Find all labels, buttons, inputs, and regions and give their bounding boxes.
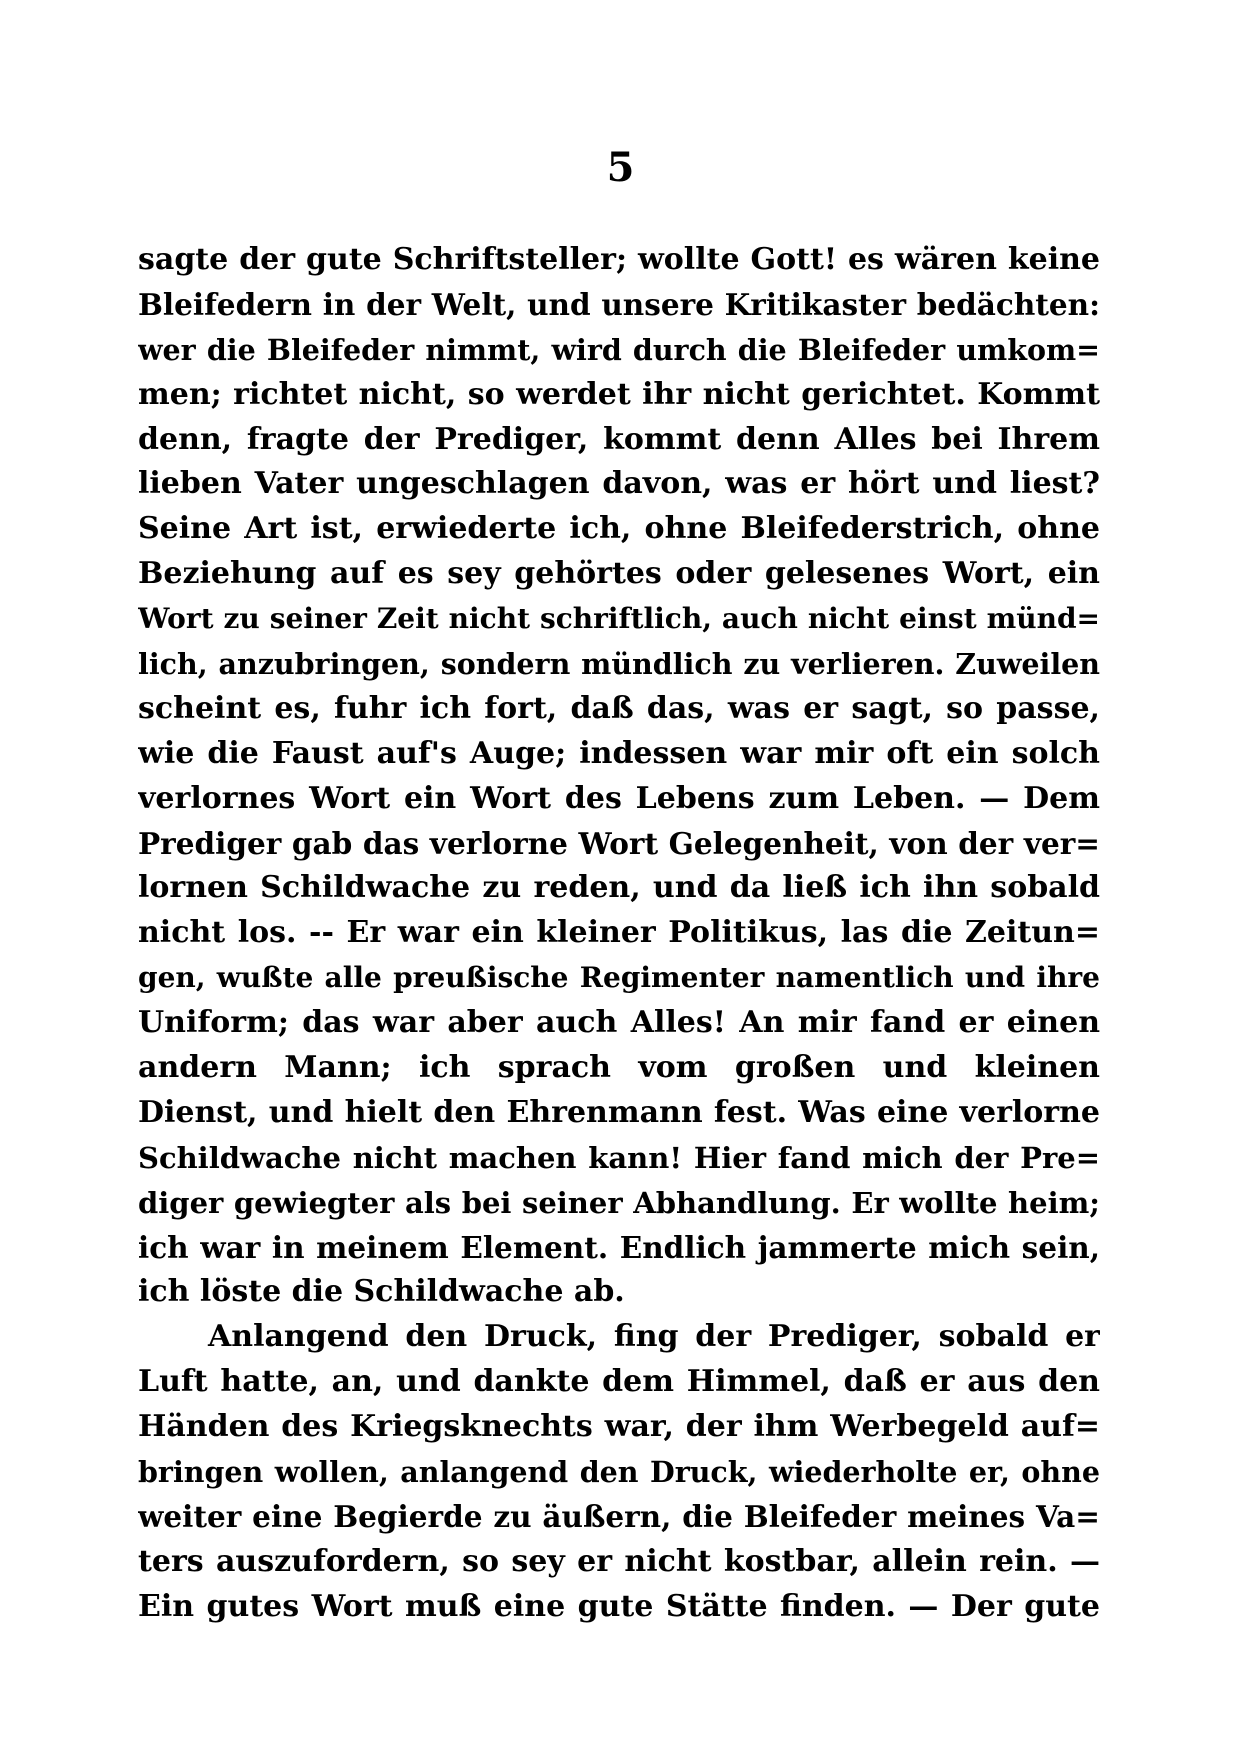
text-line: Bleifedern in der Welt, und unsere Kritikaster bedächten: xyxy=(138,286,1100,322)
text-line: denn, fragte der Prediger, kommt denn Alles bei Ihrem xyxy=(138,421,1100,457)
text-line: wer die Bleifeder nimmt, wird durch die Bleifeder umkom= xyxy=(138,332,1100,367)
text-line: Luft hatte, an, und dankte dem Himmel, daß er aus den xyxy=(138,1364,1100,1400)
text-line: ich war in meinem Element. Endlich jammerte mich sein, xyxy=(138,1229,1100,1265)
text-line: nicht los. -- Er war ein kleiner Politikus, las die Zeitun= xyxy=(138,915,1100,951)
text-line: sagte der gute Schriftsteller; wollte Gott! es wären keine xyxy=(138,242,1100,277)
paragraph-end-line: ich löste die Schildwache ab. xyxy=(138,1274,625,1310)
text-line: Schildwache nicht machen kann! Hier fand mich der Pre= xyxy=(138,1140,1100,1175)
text-line: weiter eine Begierde zu äußern, die Bleifeder meines Va= xyxy=(138,1498,1100,1534)
text-line: bringen wollen, anlangend den Druck, wiederholte er, ohne xyxy=(138,1455,1100,1490)
text-line: verlornes Wort ein Wort des Lebens zum Leben. — Dem xyxy=(138,780,1100,816)
text-line: Prediger gab das verlorne Wort Gelegenheit, von der ver= xyxy=(138,825,1100,861)
text-line: ters auszufordern, so sey er nicht kostbar, allein rein. — xyxy=(138,1543,1100,1579)
text-line: Dienst, und hielt den Ehrenmann fest. Was eine verlorne xyxy=(138,1094,1100,1130)
page-number: 5 xyxy=(606,144,635,191)
text-line: diger gewiegter als bei seiner Abhandlung. Er wollte heim; xyxy=(138,1185,1100,1220)
paragraph-start-line: Anlangend den Druck, fing der Prediger, sobald er xyxy=(208,1319,1100,1355)
text-line: scheint es, fuhr ich fort, daß das, was er sagt, so passe, xyxy=(138,690,1100,726)
text-line: Ein gutes Wort muß eine gute Stätte finden. — Der gute xyxy=(138,1588,1100,1624)
text-line: Händen des Kriegsknechts war, der ihm Werbegeld auf= xyxy=(138,1409,1100,1445)
text-line: gen, wußte alle preußische Regimenter namentlich und ihre xyxy=(138,961,1100,995)
text-line: Uniform; das war aber auch Alles! An mir fand er einen xyxy=(138,1005,1100,1041)
text-line: lich, anzubringen, sondern mündlich zu verlieren. Zuweilen xyxy=(138,647,1100,682)
text-line: Seine Art ist, erwiederte ich, ohne Bleifederstrich, ohne xyxy=(138,511,1100,547)
body-text xyxy=(138,238,1100,1630)
text-line: lieben Vater ungeschlagen davon, was er hört und liest? xyxy=(138,466,1100,502)
text-line: wie die Faust auf's Auge; indessen war mir oft ein solch xyxy=(138,735,1100,771)
text-line: lornen Schildwache zu reden, und da ließ ich ihn sobald xyxy=(138,870,1100,906)
text-line: men; richtet nicht, so werdet ihr nicht gerichtet. Kommt xyxy=(138,376,1100,412)
text-line: Wort zu seiner Zeit nicht schriftlich, auch nicht einst münd= xyxy=(138,602,1100,636)
text-line: andern Mann; ich sprach vom großen und kleinen xyxy=(138,1050,1100,1086)
text-line: Beziehung auf es sey gehörtes oder gelesenes Wort, ein xyxy=(138,556,1100,592)
